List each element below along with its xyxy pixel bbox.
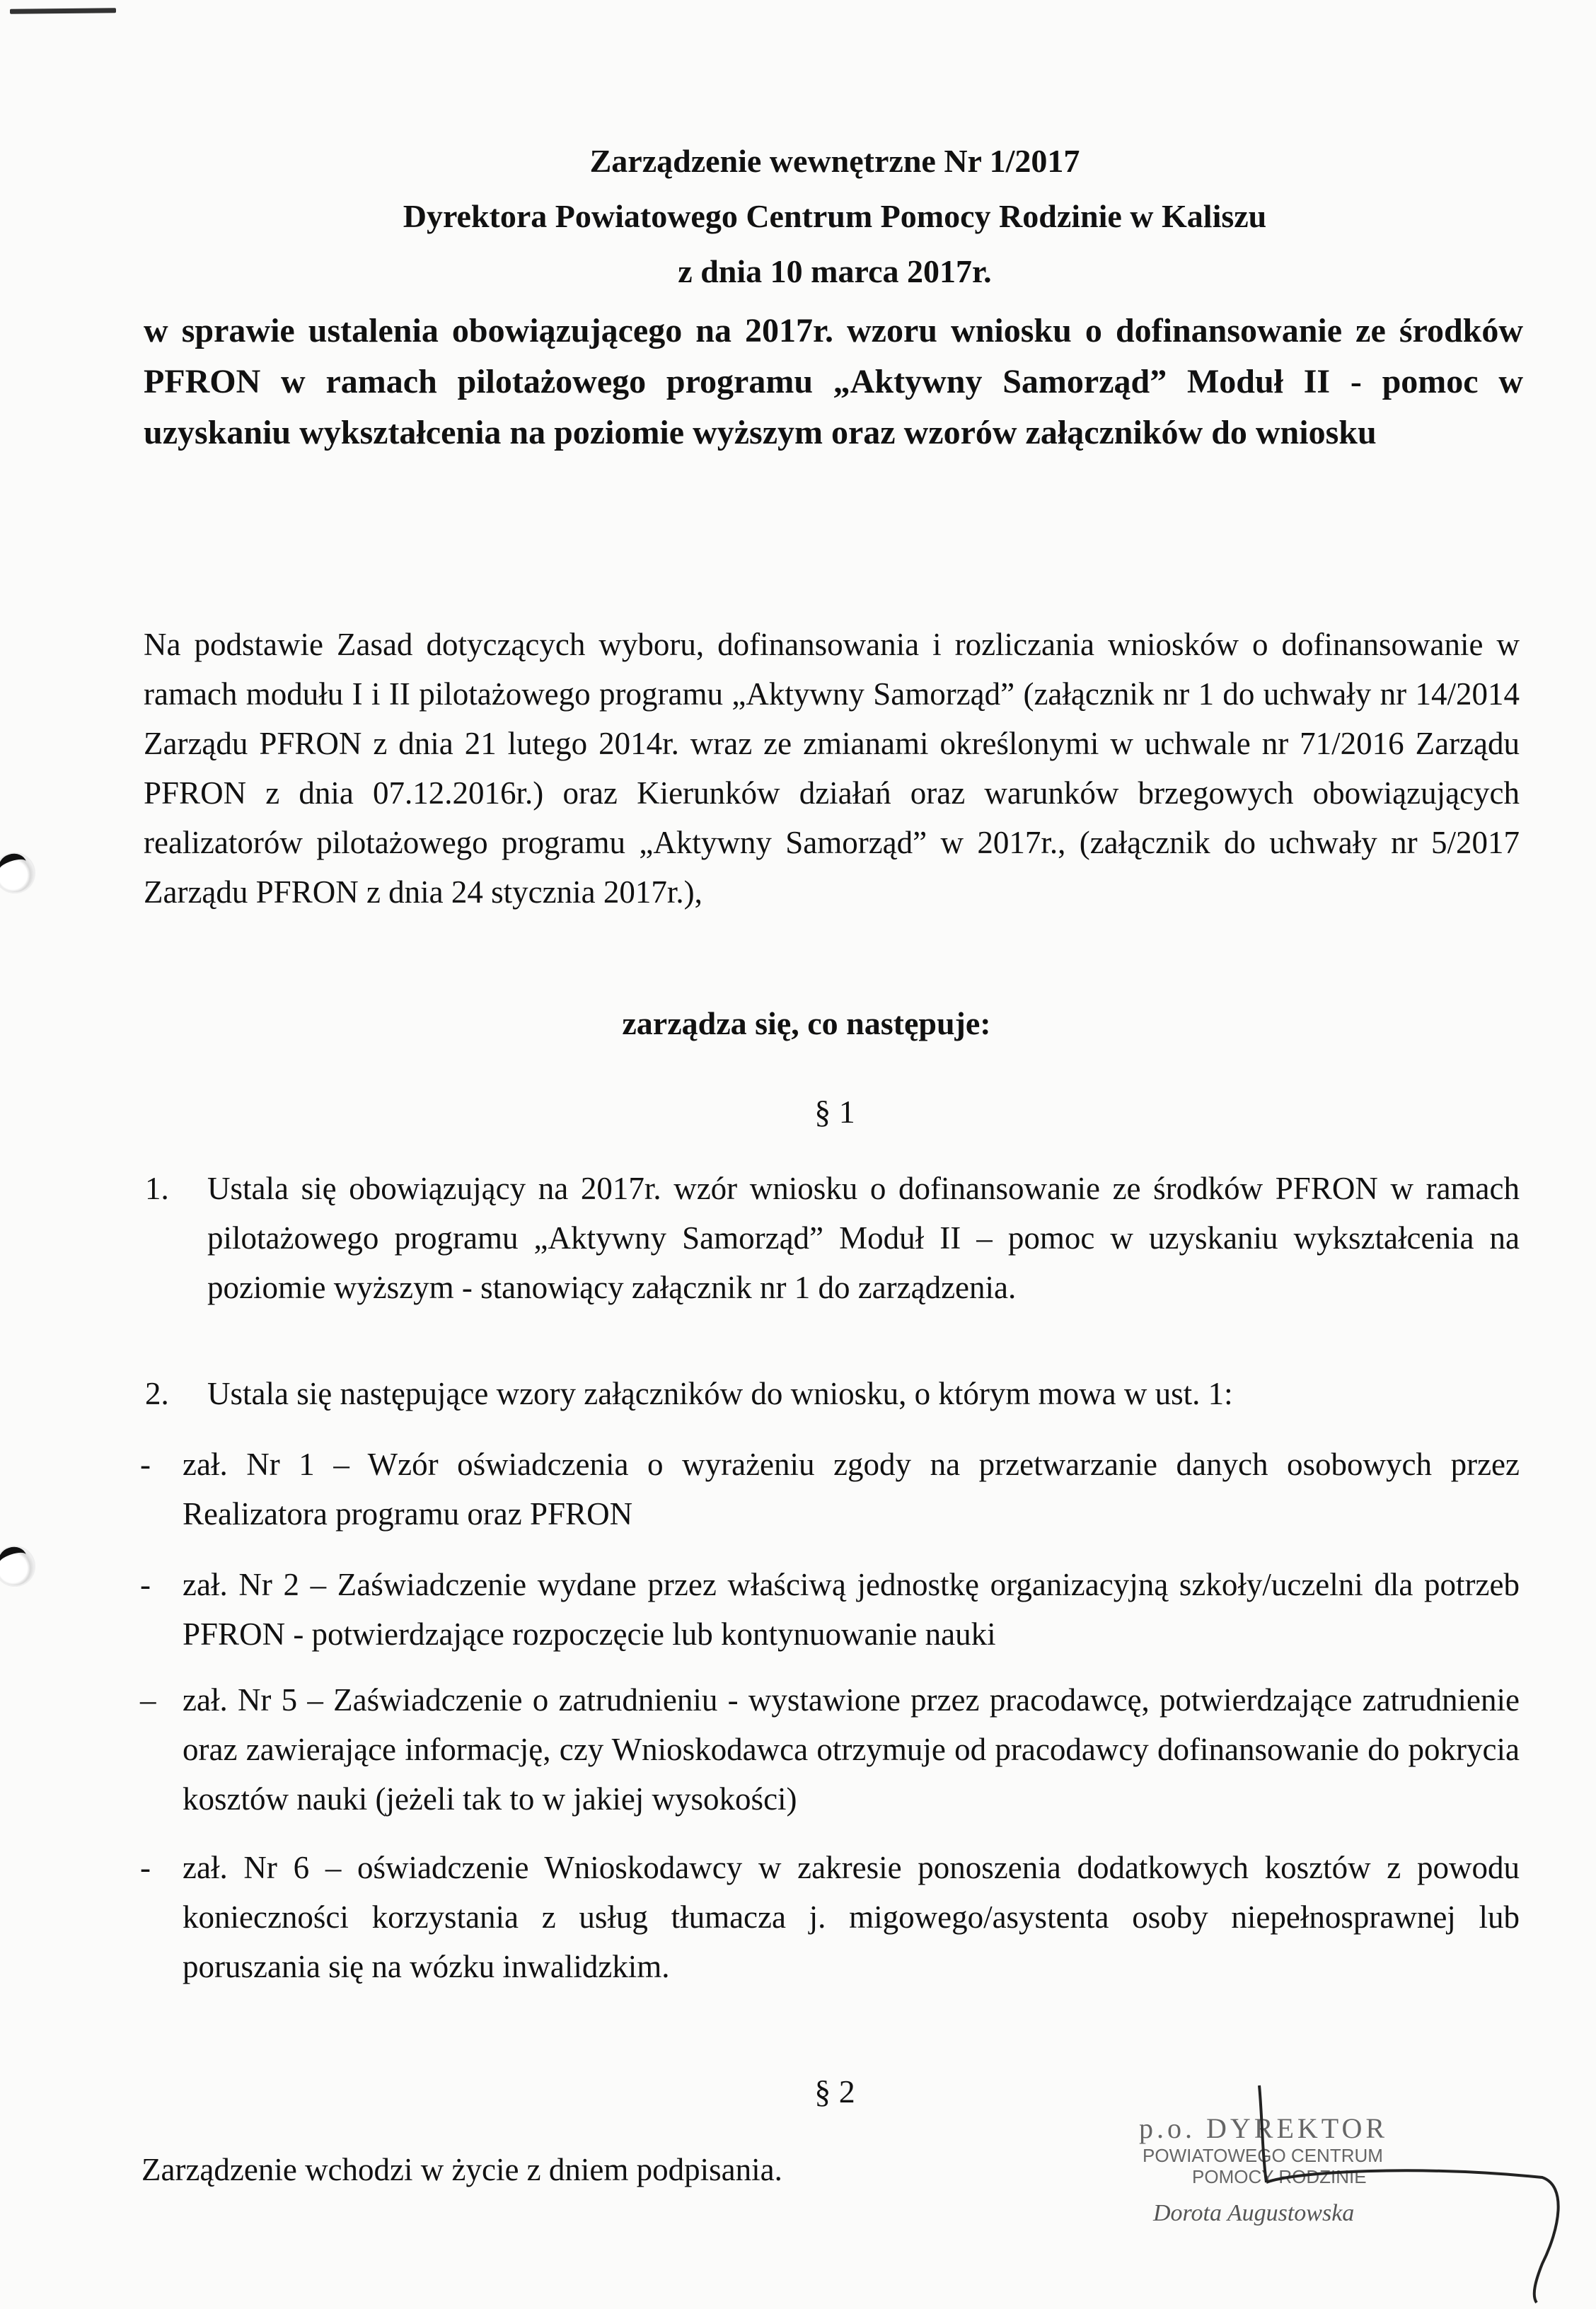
attachment-2: zał. Nr 2 – Zaświadczenie wydane przez właściwą jednostkę organizacyjną szkoły/uczelni dla potrzeb PFRON - potwierdzające rozpoczęcie lub kontynuowanie nauki: [183, 1567, 1520, 1652]
document-issuer: Dyrektora Powiatowego Centrum Pomocy Rodzinie w Kaliszu: [403, 198, 1267, 234]
attachment-6: zał. Nr 6 – oświadczenie Wnioskodawcy w zakresie ponoszenia dodatkowych kosztów z powodu konieczności korzystania z usług tłumacza j. migowego/asystenta osoby niepełnosprawnej lub poruszania się na wózku inwalidzkim.: [183, 1850, 1520, 1984]
section-1-item-2: Ustala się następujące wzory załączników do wniosku, o którym mowa w ust. 1:: [207, 1376, 1233, 1411]
list-dash: -: [140, 1850, 151, 1885]
stamp-institution-line1: POWIATOWEGO CENTRUM: [1143, 2145, 1383, 2166]
attachment-1: zał. Nr 1 – Wzór oświadczenia o wyrażeniu zgody na przetwarzanie danych osobowych przez Realizatora programu oraz PFRON: [183, 1447, 1520, 1532]
order-phrase: zarządza się, co następuje:: [622, 1005, 991, 1041]
attachment-5: zał. Nr 5 – Zaświadczenie o zatrudnieniu - wystawione przez pracodawcę, potwierdzające zatrudnienie oraz zawierające informację, czy Wnioskodawca otrzymuje od pracodawcy dofinansowanie do pokrycia kosztów nauki (jeżeli tak to w jakiej wysokości): [183, 1682, 1520, 1817]
stamp-institution-line2: POMOCY RODZINIE: [1192, 2166, 1367, 2187]
document-title: Zarządzenie wewnętrzne Nr 1/2017: [589, 143, 1080, 179]
stamp-title: p.o. DYREKTOR: [1139, 2112, 1389, 2144]
list-dash: -: [140, 1447, 151, 1482]
section-1-title: § 1: [814, 1094, 855, 1130]
list-dash: -: [140, 1567, 151, 1602]
document-subject: w sprawie ustalenia obowiązującego na 2017r. wzoru wniosku o dofinansowanie ze środków PFRON w ramach pilotażowego programu „Aktywny Samorząd” Moduł II - pomoc w uzyskaniu wykształcenia na poziomie wyższym oraz wzorów załączników do wniosku: [144, 312, 1523, 451]
legal-basis-paragraph: Na podstawie Zasad dotyczących wyboru, dofinansowania i rozliczania wniosków o dofinansowanie w ramach modułu I i II pilotażowego programu „Aktywny Samorząd” (załącznik nr 1 do uchwały nr 14/2014 Zarządu PFRON z dnia 21 lutego 2014r. wraz ze zmianami określonymi w uchwale nr 71/2016 Zarządu PFRON z dnia 07.12.2016r.) oraz Kierunków działań oraz warunków brzegowych obowiązujących realizatorów pilotażowego programu „Aktywny Samorząd” w 2017r., (załącznik do uchwały nr 5/2017 Zarządu PFRON z dnia 24 stycznia 2017r.),: [144, 627, 1520, 910]
section-2-text: Zarządzenie wchodzi w życie z dniem podpisania.: [141, 2152, 782, 2187]
item-number: 1.: [145, 1171, 169, 1206]
document-date: z dnia 10 marca 2017r.: [678, 253, 992, 289]
stamp-name: Dorota Augustowska: [1153, 2200, 1355, 2226]
item-number: 2.: [145, 1376, 169, 1411]
list-dash: –: [140, 1682, 156, 1718]
section-2-title: § 2: [814, 2073, 855, 2110]
section-1-item-1: Ustala się obowiązujący na 2017r. wzór wniosku o dofinansowanie ze środków PFRON w ramach pilotażowego programu „Aktywny Samorząd” Moduł II – pomoc w uzyskaniu wykształcenia na poziomie wyższym - stanowiący załącznik nr 1 do zarządzenia.: [207, 1171, 1520, 1305]
